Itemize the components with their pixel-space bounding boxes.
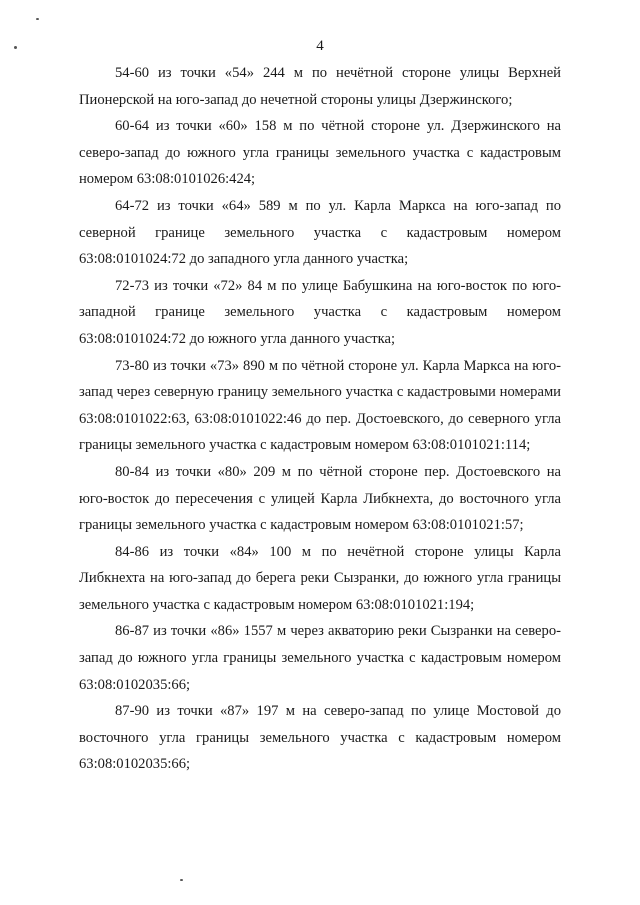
paragraph-72-73: 72-73 из точки «72» 84 м по улице Бабушкина на юго-восток по юго-западной границе земельного участка с кадастровым номером 63:08:0101024:72 до южного угла данного участка; (79, 277, 561, 347)
paragraph-87-90: 87-90 из точки «87» 197 м на северо-запад по улице Мостовой до восточного угла границы земельного участка с кадастровым номером 63:08:0102035:66; (79, 703, 561, 773)
paragraph-73-80: 73-80 из точки «73» 890 м по чётной стороне ул. Карла Маркса на юго-запад через северную границу земельного участка с кадастровыми номерами 63:08:0101022:63, 63:08:0101022:46 до пер. Достоевского, до северного угла границы земельного участка с кадастровым номером 63:08:0101021:114; (79, 357, 561, 454)
scan-speck (36, 18, 39, 20)
paragraph-84-86: 84-86 из точки «84» 100 м по нечётной стороне улицы Карла Либкнехта на юго-запад до берега реки Сызранки, до южного угла границы земельного участка с кадастровым номером 63:08:0101021:194; (79, 543, 561, 613)
paragraph-60-64: 60-64 из точки «60» 158 м по чётной стороне ул. Дзержинского на северо-запад до южного угла границы земельного участка с кадастровым номером 63:08:0101026:424; (79, 118, 561, 188)
paragraph-54-60: 54-60 из точки «54» 244 м по нечётной стороне улицы Верхней Пионерской на юго-запад до нечетной стороны улицы Дзержинского; (79, 65, 561, 108)
paragraph-64-72: 64-72 из точки «64» 589 м по ул. Карла Маркса на юго-запад по северной границе земельного участка с кадастровым номером 63:08:0101024:72 до западного угла данного участка; (79, 197, 561, 268)
scan-speck (180, 879, 183, 881)
paragraph-86-87: 86-87 из точки «86» 1557 м через акваторию реки Сызранки на северо-запад до южного угла границы земельного участка с кадастровым номером 63:08:0102035:66; (79, 623, 561, 693)
page-number: 4 (316, 38, 324, 54)
paragraph-80-84: 80-84 из точки «80» 209 м по чётной стороне пер. Достоевского на юго-восток до пересечения с улицей Карла Либкнехта, до восточного угла границы земельного участка с кадастровым номером 63:08:0101021:57; (79, 463, 561, 534)
document-body (79, 60, 561, 778)
